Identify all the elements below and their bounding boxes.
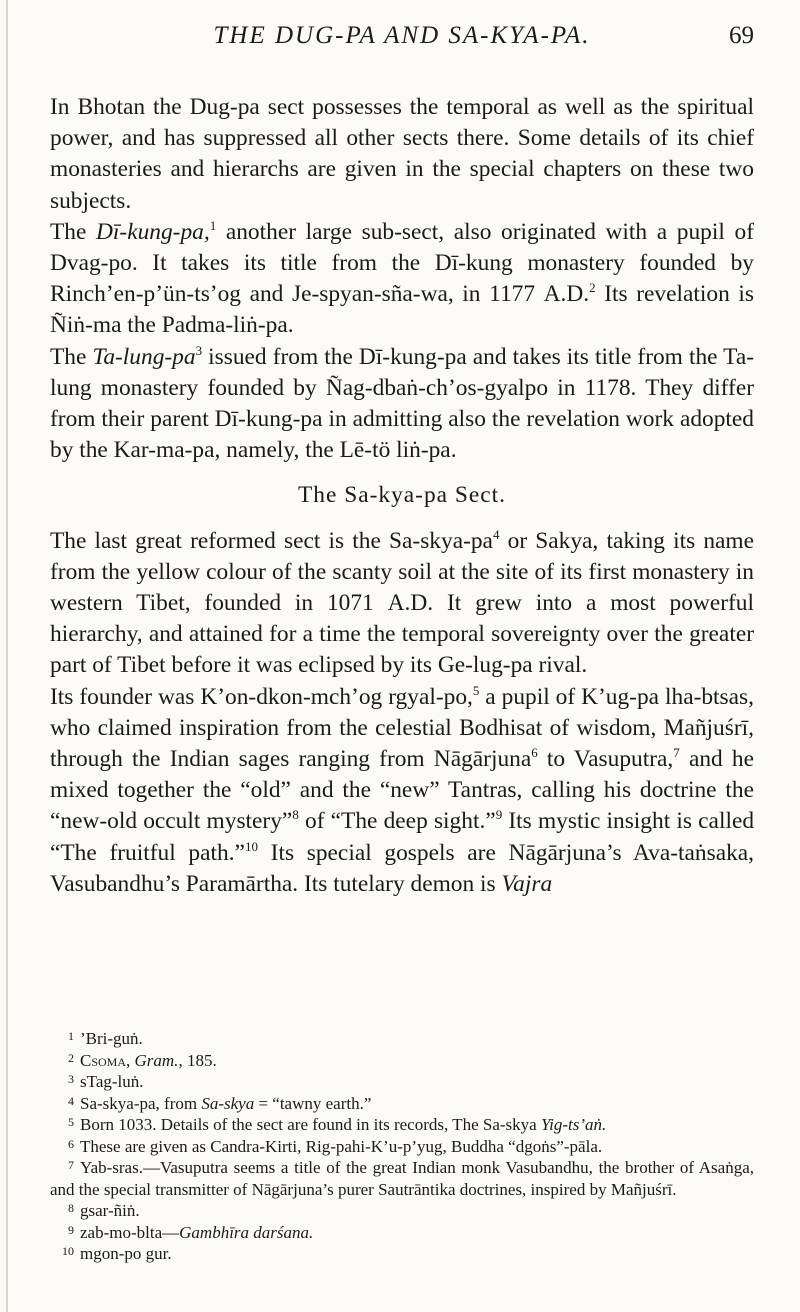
footnote-text-italic: Gambhīra darśana. <box>179 1222 314 1242</box>
footnote-number: 9 <box>68 1222 74 1237</box>
footnote-number: 8 <box>68 1201 74 1215</box>
term-di-kung-pa: Dī-kung-pa, <box>96 218 210 245</box>
text-run: Its special gospels are Nāgārjuna’s Ava-taṅsaka, Vasubandhu’s Paramārtha. Its tutelary demon is <box>50 839 754 897</box>
footnote-6 <box>50 1136 754 1158</box>
footnote-ref-3[interactable]: 3 <box>195 342 203 358</box>
footnote-10 <box>50 1243 754 1265</box>
text-run: The <box>50 343 93 370</box>
footnote-number: 4 <box>68 1093 74 1108</box>
text-run: Its revelation is Ñiṅ-ma the Padma-liṅ-pa. <box>50 281 754 339</box>
footnote-number: 10 <box>62 1244 74 1258</box>
footnote-number: 7 <box>68 1158 74 1172</box>
footnote-3 <box>50 1071 754 1093</box>
footnote-number: 3 <box>68 1072 74 1086</box>
footnote-text-italic: Sa-skya <box>201 1093 255 1113</box>
footnote-text: ’Bri-guṅ. <box>80 1029 143 1048</box>
footnote-number: 5 <box>68 1115 74 1129</box>
text-run: another large sub-sect, also originated with a pupil of Dvag-po. It takes its title from the Dī-kung monastery founded by Rinch’en-p’ün-ts’og and Je-spyan-sña-wa, in 1177 <box>50 218 754 308</box>
body-text <box>50 92 754 900</box>
footnote-ref-5[interactable]: 5 <box>472 682 480 698</box>
footnote-number: 1 <box>68 1029 74 1043</box>
footnote-text: These are given as Candra-Kirti, Rig-pahi-K’u-p’yug, Buddha “dgoṅs”-pāla. <box>80 1136 603 1156</box>
footnote-text: gsar-ñiṅ. <box>80 1201 140 1220</box>
text-run: a pupil of K’ug-pa lha-btsas, who claimed inspiration from the celestial Bodhisat of wisdom, Mañjuśrī, through the Indian sages ranging from Nāgārjuna <box>50 683 754 773</box>
footnote-8 <box>50 1200 754 1222</box>
footnote-text: Born 1033. Details of the sect are found in its records, The Sa-skya <box>80 1115 541 1134</box>
page-header <box>50 22 754 56</box>
footnote-9 <box>50 1222 754 1244</box>
paragraph-bhotan: In Bhotan the Dug-pa sect possesses the temporal as well as the spiritual power, and has suppressed all other sects there. Some details of its chief monasteries and hierarchs are given in the special chapters on these two subjects. <box>50 94 754 214</box>
footnote-text-italic: Yig-ts’aṅ. <box>540 1115 607 1134</box>
term-vajra: Vajra <box>501 870 553 897</box>
footnote-text: zab-mo-blta— <box>80 1222 180 1242</box>
paragraph-sa-skya-pa <box>50 526 754 682</box>
running-head: THE DUG-PA AND SA-KYA-PA. <box>213 22 591 49</box>
footnote-number: 6 <box>68 1136 74 1151</box>
footnote-text: Sa-skya-pa, from <box>80 1093 202 1113</box>
footnote-4 <box>50 1093 754 1115</box>
text-run: issued from the Dī-kung-pa and takes its title from the Ta-lung monastery founded by Ñag-dbaṅ-ch’os-gyalpo in 1178. They differ from their parent Dī-kung-pa in admitting also the revelation work adopted by the Kar-ma-pa, namely, the Lē-tö liṅ-pa. <box>50 343 754 464</box>
text-run: of “The deep sight.” <box>298 808 496 835</box>
text-run: Its mystic insight is called “The fruitful path.” <box>50 808 755 866</box>
text-run: It grew into a most powerful hierarchy, and attained for a time the temporal sovereignty over the greater part of Tibet before it was eclipsed by its Ge-lug-pa rival. <box>50 590 754 679</box>
footnote-ref-7[interactable]: 7 <box>673 745 680 761</box>
footnote-ref-2[interactable]: 2 <box>589 280 596 296</box>
footnote-ref-10[interactable]: 10 <box>244 838 258 854</box>
footnote-text: Csoma, <box>80 1050 135 1070</box>
text-run: or Sakya, taking its name from the yellow colour of the scanty soil at the site of its first monastery in western Tibet, founded in 1071 <box>50 527 755 617</box>
term-ta-lung-pa: Ta-lung-pa <box>92 343 196 370</box>
text-run: and he mixed together the “old” and the “new” Tantras, calling his doctrine the “new-old occult mystery” <box>50 746 755 835</box>
footnote-7 <box>50 1157 754 1200</box>
era-label: A.D. <box>387 590 434 617</box>
text-run: The last great reformed sect is the Sa-skya-pa <box>50 527 493 554</box>
text-run: Its founder was K’on-dkon-mch’og rgyal-po, <box>50 683 473 710</box>
footnote-text-italic: Gram. <box>134 1050 179 1070</box>
footnotes <box>50 1028 754 1265</box>
footnote-text: , 185. <box>178 1050 217 1070</box>
text-run: to Vasuputra, <box>537 746 674 773</box>
footnote-1 <box>50 1028 754 1050</box>
footnote-ref-8[interactable]: 8 <box>292 807 299 823</box>
footnote-text: sTag-luṅ. <box>80 1072 144 1091</box>
footnote-5 <box>50 1114 754 1136</box>
footnote-number: 2 <box>68 1050 74 1065</box>
page-number: 69 <box>729 22 754 49</box>
paragraph-founder <box>50 682 754 900</box>
footnote-ref-1[interactable]: 1 <box>209 218 217 234</box>
footnote-text: Yab-sras.—Vasuputra seems a title of the great Indian monk Vasubandhu, the brother of Asaṅga, and the special transmitter of Nāgārjuna’s purer Sautrāntika doctrines, inspired by Mañjuśrī. <box>50 1158 754 1199</box>
text-run: The <box>50 218 97 245</box>
paragraph-ta-lung-pa <box>50 342 754 467</box>
footnote-ref-6[interactable]: 6 <box>531 745 538 761</box>
footnote-ref-4[interactable]: 4 <box>492 526 500 542</box>
footnote-ref-9[interactable]: 9 <box>495 807 503 823</box>
footnote-text: mgon-po gur. <box>80 1244 172 1263</box>
section-heading: The Sa-kya-pa Sect. <box>298 482 506 509</box>
footnote-2 <box>50 1050 754 1072</box>
page-edge <box>6 0 8 1312</box>
era-label: A.D. <box>543 281 590 308</box>
paragraph-di-kung-pa <box>50 217 754 342</box>
footnote-text: = “tawny earth.” <box>254 1093 372 1113</box>
